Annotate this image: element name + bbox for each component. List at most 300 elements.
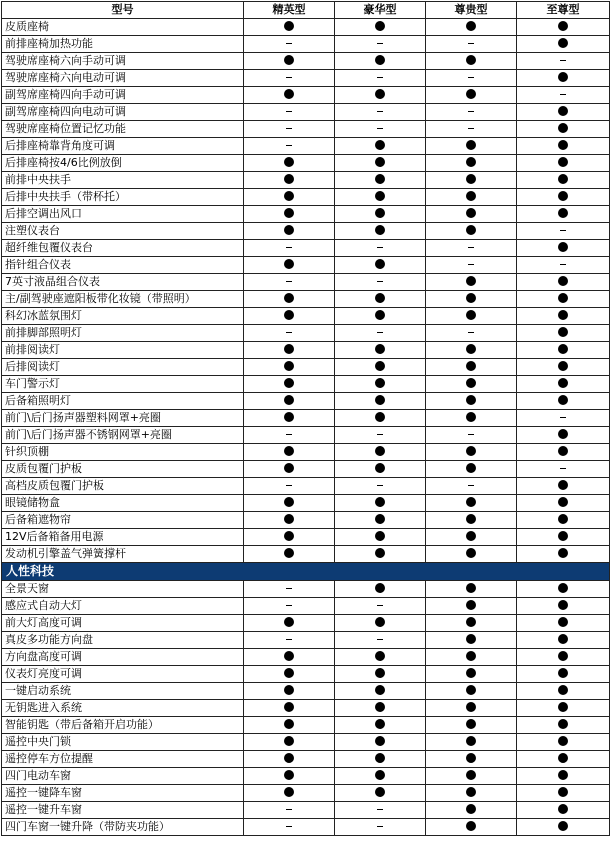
standard-dot-icon	[284, 55, 294, 65]
availability-cell-standard	[335, 751, 426, 768]
feature-name: 遥控中央门锁	[2, 734, 244, 751]
standard-dot-icon	[284, 310, 294, 320]
availability-cell-standard	[335, 461, 426, 478]
standard-dot-icon	[466, 787, 476, 797]
availability-cell-unavailable	[517, 53, 610, 70]
availability-cell-standard	[335, 87, 426, 104]
availability-cell-standard	[335, 512, 426, 529]
standard-dot-icon	[284, 21, 294, 31]
standard-dot-icon	[375, 497, 385, 507]
feature-name: 车门警示灯	[2, 376, 244, 393]
not-available-dash-icon	[286, 77, 292, 78]
standard-dot-icon	[558, 804, 568, 814]
feature-name: 超纤维包覆仪表台	[2, 240, 244, 257]
header-trim-supreme: 至尊型	[517, 2, 610, 19]
feature-row	[2, 598, 610, 615]
availability-cell-unavailable	[426, 427, 517, 444]
availability-cell-unavailable	[244, 819, 335, 836]
availability-cell-standard	[335, 257, 426, 274]
standard-dot-icon	[558, 174, 568, 184]
standard-dot-icon	[466, 736, 476, 746]
standard-dot-icon	[466, 21, 476, 31]
standard-dot-icon	[375, 617, 385, 627]
not-available-dash-icon	[560, 417, 566, 418]
feature-row	[2, 717, 610, 734]
standard-dot-icon	[558, 753, 568, 763]
availability-cell-unavailable	[335, 632, 426, 649]
availability-cell-standard	[517, 240, 610, 257]
feature-name: 针织顶棚	[2, 444, 244, 461]
availability-cell-standard	[426, 598, 517, 615]
availability-cell-standard	[335, 189, 426, 206]
header-trim-premium: 尊贵型	[426, 2, 517, 19]
feature-row	[2, 512, 610, 529]
standard-dot-icon	[466, 531, 476, 541]
feature-row	[2, 802, 610, 819]
not-available-dash-icon	[286, 434, 292, 435]
availability-cell-standard	[517, 138, 610, 155]
availability-cell-standard	[244, 359, 335, 376]
standard-dot-icon	[284, 446, 294, 456]
availability-cell-standard	[335, 615, 426, 632]
feature-name: 7英寸液晶组合仪表	[2, 274, 244, 291]
availability-cell-unavailable	[335, 240, 426, 257]
not-available-dash-icon	[286, 128, 292, 129]
feature-row	[2, 819, 610, 836]
availability-cell-standard	[426, 666, 517, 683]
standard-dot-icon	[466, 821, 476, 831]
standard-dot-icon	[558, 191, 568, 201]
standard-dot-icon	[284, 89, 294, 99]
standard-dot-icon	[558, 480, 568, 490]
not-available-dash-icon	[286, 605, 292, 606]
availability-cell-standard	[244, 87, 335, 104]
standard-dot-icon	[558, 600, 568, 610]
feature-name: 遥控一键降车窗	[2, 785, 244, 802]
availability-cell-standard	[517, 819, 610, 836]
not-available-dash-icon	[286, 111, 292, 112]
availability-cell-unavailable	[426, 257, 517, 274]
section-header-row	[2, 563, 610, 581]
availability-cell-standard	[517, 359, 610, 376]
feature-name: 后备箱照明灯	[2, 393, 244, 410]
standard-dot-icon	[466, 344, 476, 354]
spec-body	[2, 19, 610, 836]
standard-dot-icon	[375, 753, 385, 763]
availability-cell-standard	[426, 274, 517, 291]
availability-cell-standard	[244, 495, 335, 512]
standard-dot-icon	[375, 770, 385, 780]
feature-name: 皮质包覆门护板	[2, 461, 244, 478]
standard-dot-icon	[284, 736, 294, 746]
availability-cell-standard	[517, 325, 610, 342]
feature-row	[2, 155, 610, 172]
standard-dot-icon	[558, 821, 568, 831]
standard-dot-icon	[375, 395, 385, 405]
availability-cell-standard	[426, 342, 517, 359]
feature-row	[2, 359, 610, 376]
availability-cell-standard	[244, 615, 335, 632]
standard-dot-icon	[375, 651, 385, 661]
feature-row	[2, 376, 610, 393]
feature-name: 遥控一键升车窗	[2, 802, 244, 819]
availability-cell-standard	[517, 632, 610, 649]
standard-dot-icon	[466, 310, 476, 320]
standard-dot-icon	[375, 55, 385, 65]
availability-cell-standard	[426, 53, 517, 70]
not-available-dash-icon	[468, 128, 474, 129]
feature-row	[2, 615, 610, 632]
availability-cell-standard	[517, 683, 610, 700]
availability-cell-standard	[426, 495, 517, 512]
feature-name: 后排座椅按4/6比例放倒	[2, 155, 244, 172]
feature-name: 副驾席座椅四向电动可调	[2, 104, 244, 121]
feature-row	[2, 36, 610, 53]
not-available-dash-icon	[468, 264, 474, 265]
availability-cell-standard	[517, 291, 610, 308]
feature-name: 方向盘高度可调	[2, 649, 244, 666]
availability-cell-standard	[244, 717, 335, 734]
feature-name: 前门\后门扬声器不锈钢网罩+亮圈	[2, 427, 244, 444]
feature-name: 副驾席座椅四向手动可调	[2, 87, 244, 104]
not-available-dash-icon	[377, 332, 383, 333]
feature-row	[2, 53, 610, 70]
availability-cell-standard	[335, 700, 426, 717]
standard-dot-icon	[284, 395, 294, 405]
standard-dot-icon	[558, 72, 568, 82]
availability-cell-unavailable	[335, 325, 426, 342]
availability-cell-standard	[244, 700, 335, 717]
standard-dot-icon	[375, 191, 385, 201]
feature-row	[2, 70, 610, 87]
standard-dot-icon	[558, 446, 568, 456]
not-available-dash-icon	[377, 639, 383, 640]
feature-row	[2, 19, 610, 36]
standard-dot-icon	[558, 702, 568, 712]
availability-cell-standard	[244, 444, 335, 461]
standard-dot-icon	[375, 787, 385, 797]
not-available-dash-icon	[560, 94, 566, 95]
standard-dot-icon	[466, 497, 476, 507]
standard-dot-icon	[466, 361, 476, 371]
standard-dot-icon	[558, 531, 568, 541]
feature-row	[2, 325, 610, 342]
feature-row	[2, 104, 610, 121]
standard-dot-icon	[466, 719, 476, 729]
availability-cell-standard	[517, 376, 610, 393]
standard-dot-icon	[558, 344, 568, 354]
availability-cell-standard	[517, 512, 610, 529]
availability-cell-standard	[335, 768, 426, 785]
standard-dot-icon	[558, 123, 568, 133]
standard-dot-icon	[558, 668, 568, 678]
availability-cell-standard	[335, 546, 426, 563]
feature-name: 高档皮质包覆门护板	[2, 478, 244, 495]
feature-name: 发动机引擎盖气弹簧撑杆	[2, 546, 244, 563]
availability-cell-standard	[517, 393, 610, 410]
availability-cell-standard	[517, 206, 610, 223]
availability-cell-standard	[426, 717, 517, 734]
feature-name: 前大灯高度可调	[2, 615, 244, 632]
feature-name: 全景天窗	[2, 581, 244, 598]
feature-name: 智能钥匙（带后备箱开启功能）	[2, 717, 244, 734]
standard-dot-icon	[466, 600, 476, 610]
standard-dot-icon	[466, 293, 476, 303]
not-available-dash-icon	[468, 43, 474, 44]
availability-cell-standard	[335, 342, 426, 359]
availability-cell-unavailable	[517, 223, 610, 240]
availability-cell-standard	[335, 444, 426, 461]
standard-dot-icon	[284, 651, 294, 661]
feature-name: 仪表灯亮度可调	[2, 666, 244, 683]
availability-cell-standard	[517, 649, 610, 666]
standard-dot-icon	[375, 208, 385, 218]
not-available-dash-icon	[560, 468, 566, 469]
standard-dot-icon	[284, 463, 294, 473]
standard-dot-icon	[284, 770, 294, 780]
feature-name: 前排座椅加热功能	[2, 36, 244, 53]
availability-cell-standard	[426, 581, 517, 598]
availability-cell-unavailable	[426, 70, 517, 87]
standard-dot-icon	[466, 651, 476, 661]
standard-dot-icon	[558, 770, 568, 780]
feature-name: 后备箱遮物帘	[2, 512, 244, 529]
availability-cell-standard	[426, 155, 517, 172]
standard-dot-icon	[375, 668, 385, 678]
not-available-dash-icon	[286, 281, 292, 282]
standard-dot-icon	[284, 293, 294, 303]
availability-cell-standard	[517, 598, 610, 615]
feature-row	[2, 410, 610, 427]
availability-cell-standard	[426, 172, 517, 189]
feature-row	[2, 257, 610, 274]
availability-cell-standard	[517, 155, 610, 172]
feature-name: 前排脚部照明灯	[2, 325, 244, 342]
not-available-dash-icon	[377, 43, 383, 44]
feature-name: 遥控停车方位提醒	[2, 751, 244, 768]
availability-cell-unavailable	[244, 70, 335, 87]
section-title: 人性科技	[2, 563, 610, 581]
standard-dot-icon	[466, 770, 476, 780]
availability-cell-unavailable	[335, 70, 426, 87]
not-available-dash-icon	[468, 111, 474, 112]
availability-cell-standard	[335, 19, 426, 36]
availability-cell-unavailable	[335, 598, 426, 615]
availability-cell-standard	[335, 53, 426, 70]
standard-dot-icon	[284, 787, 294, 797]
standard-dot-icon	[284, 174, 294, 184]
feature-name: 后排阅读灯	[2, 359, 244, 376]
availability-cell-standard	[517, 615, 610, 632]
availability-cell-standard	[426, 393, 517, 410]
feature-row	[2, 632, 610, 649]
standard-dot-icon	[375, 446, 385, 456]
availability-cell-standard	[517, 734, 610, 751]
standard-dot-icon	[466, 208, 476, 218]
standard-dot-icon	[558, 719, 568, 729]
availability-cell-standard	[426, 529, 517, 546]
feature-row	[2, 700, 610, 717]
standard-dot-icon	[375, 583, 385, 593]
feature-row	[2, 240, 610, 257]
standard-dot-icon	[284, 514, 294, 524]
feature-row	[2, 308, 610, 325]
availability-cell-standard	[426, 461, 517, 478]
standard-dot-icon	[375, 310, 385, 320]
feature-row	[2, 189, 610, 206]
standard-dot-icon	[558, 361, 568, 371]
feature-row	[2, 461, 610, 478]
not-available-dash-icon	[377, 111, 383, 112]
availability-cell-standard	[426, 734, 517, 751]
availability-cell-standard	[335, 376, 426, 393]
feature-name: 驾驶席座椅六向手动可调	[2, 53, 244, 70]
standard-dot-icon	[466, 89, 476, 99]
standard-dot-icon	[558, 685, 568, 695]
availability-cell-unavailable	[244, 36, 335, 53]
availability-cell-standard	[426, 87, 517, 104]
standard-dot-icon	[466, 378, 476, 388]
standard-dot-icon	[375, 140, 385, 150]
not-available-dash-icon	[377, 247, 383, 248]
feature-name: 眼镜储物盒	[2, 495, 244, 512]
standard-dot-icon	[284, 548, 294, 558]
feature-name: 指针组合仪表	[2, 257, 244, 274]
feature-name: 前排中央扶手	[2, 172, 244, 189]
availability-cell-unavailable	[335, 104, 426, 121]
standard-dot-icon	[375, 548, 385, 558]
availability-cell-standard	[426, 649, 517, 666]
standard-dot-icon	[284, 719, 294, 729]
not-available-dash-icon	[468, 247, 474, 248]
availability-cell-standard	[517, 36, 610, 53]
availability-cell-standard	[335, 172, 426, 189]
standard-dot-icon	[466, 583, 476, 593]
feature-row	[2, 581, 610, 598]
availability-cell-standard	[244, 683, 335, 700]
not-available-dash-icon	[377, 128, 383, 129]
availability-cell-standard	[244, 291, 335, 308]
not-available-dash-icon	[286, 247, 292, 248]
availability-cell-standard	[335, 155, 426, 172]
availability-cell-standard	[244, 666, 335, 683]
availability-cell-unavailable	[517, 461, 610, 478]
not-available-dash-icon	[560, 230, 566, 231]
availability-cell-standard	[426, 359, 517, 376]
standard-dot-icon	[284, 668, 294, 678]
availability-cell-standard	[517, 768, 610, 785]
availability-cell-standard	[244, 529, 335, 546]
standard-dot-icon	[284, 225, 294, 235]
availability-cell-unavailable	[335, 427, 426, 444]
availability-cell-unavailable	[244, 240, 335, 257]
feature-row	[2, 138, 610, 155]
availability-cell-standard	[335, 410, 426, 427]
feature-row	[2, 649, 610, 666]
standard-dot-icon	[558, 514, 568, 524]
feature-name: 一键启动系统	[2, 683, 244, 700]
availability-cell-standard	[517, 189, 610, 206]
standard-dot-icon	[558, 617, 568, 627]
feature-name: 主/副驾驶座遮阳板带化妆镜（带照明）	[2, 291, 244, 308]
standard-dot-icon	[375, 89, 385, 99]
standard-dot-icon	[284, 361, 294, 371]
availability-cell-unavailable	[244, 325, 335, 342]
availability-cell-standard	[244, 410, 335, 427]
availability-cell-standard	[335, 206, 426, 223]
availability-cell-standard	[517, 427, 610, 444]
availability-cell-standard	[335, 291, 426, 308]
availability-cell-standard	[426, 308, 517, 325]
standard-dot-icon	[375, 736, 385, 746]
standard-dot-icon	[558, 395, 568, 405]
standard-dot-icon	[466, 225, 476, 235]
standard-dot-icon	[558, 208, 568, 218]
standard-dot-icon	[558, 497, 568, 507]
standard-dot-icon	[558, 293, 568, 303]
availability-cell-standard	[426, 751, 517, 768]
standard-dot-icon	[284, 208, 294, 218]
availability-cell-standard	[244, 342, 335, 359]
feature-row	[2, 768, 610, 785]
feature-row	[2, 751, 610, 768]
not-available-dash-icon	[377, 605, 383, 606]
availability-cell-standard	[335, 138, 426, 155]
standard-dot-icon	[558, 157, 568, 167]
availability-cell-unavailable	[517, 410, 610, 427]
availability-cell-unavailable	[335, 478, 426, 495]
standard-dot-icon	[375, 378, 385, 388]
standard-dot-icon	[375, 719, 385, 729]
standard-dot-icon	[466, 395, 476, 405]
not-available-dash-icon	[377, 77, 383, 78]
feature-name: 四门电动车窗	[2, 768, 244, 785]
standard-dot-icon	[466, 412, 476, 422]
not-available-dash-icon	[377, 434, 383, 435]
availability-cell-standard	[517, 802, 610, 819]
availability-cell-standard	[335, 649, 426, 666]
standard-dot-icon	[558, 106, 568, 116]
not-available-dash-icon	[286, 485, 292, 486]
availability-cell-standard	[244, 155, 335, 172]
availability-cell-standard	[426, 768, 517, 785]
availability-cell-standard	[517, 308, 610, 325]
availability-cell-standard	[335, 734, 426, 751]
standard-dot-icon	[558, 429, 568, 439]
standard-dot-icon	[375, 225, 385, 235]
standard-dot-icon	[375, 361, 385, 371]
feature-name: 皮质座椅	[2, 19, 244, 36]
availability-cell-standard	[517, 546, 610, 563]
feature-row	[2, 734, 610, 751]
availability-cell-standard	[426, 376, 517, 393]
feature-name: 无钥匙进入系统	[2, 700, 244, 717]
availability-cell-unavailable	[244, 427, 335, 444]
availability-cell-standard	[244, 257, 335, 274]
feature-row	[2, 785, 610, 802]
standard-dot-icon	[558, 276, 568, 286]
standard-dot-icon	[284, 497, 294, 507]
standard-dot-icon	[375, 514, 385, 524]
standard-dot-icon	[466, 753, 476, 763]
availability-cell-standard	[244, 461, 335, 478]
standard-dot-icon	[284, 191, 294, 201]
availability-cell-unavailable	[335, 819, 426, 836]
standard-dot-icon	[284, 157, 294, 167]
availability-cell-unavailable	[426, 240, 517, 257]
standard-dot-icon	[284, 685, 294, 695]
feature-row	[2, 444, 610, 461]
